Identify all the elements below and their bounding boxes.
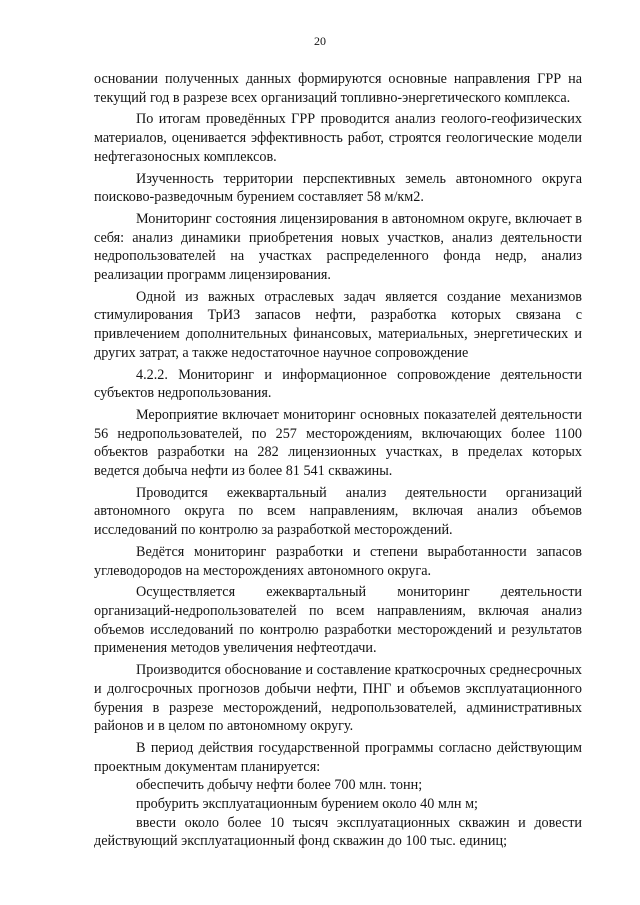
paragraph: Одной из важных отраслевых задач является создание механизмов стимулирования ТрИЗ запасов нефти, разработка которых связана с привлечением дополнительных финансовых, материальных, энергетических и других затрат, а также недостаточное научное сопровождение — [94, 288, 582, 361]
list-item: обеспечить добычу нефти более 700 млн. тонн; — [136, 777, 423, 794]
paragraph: Проводится ежеквартальный анализ деятельности организаций автономного округа по всем направлениям, включая анализ объемов исследований по контролю за разработкой месторождений. — [94, 484, 582, 539]
paragraph: Осуществляется ежеквартальный мониторинг деятельности организаций-недропользователей по всем направлениям, включая анализ объемов исследований по контролю разработки месторождений и результатов применения методов увеличения нефтеотдачи. — [94, 584, 582, 657]
paragraph: Ведётся мониторинг разработки и степени выработанности запасов углеводородов на месторождениях автономного округа. — [94, 543, 582, 579]
paragraph: ввести около более 10 тысяч эксплуатационных скважин и довести действующий эксплуатационный фонд скважин до 100 тыс. единиц; — [94, 814, 582, 850]
section-heading: 4.2.2. Мониторинг и информационное сопровождение деятельности субъектов недропользования. — [94, 366, 582, 402]
paragraph: По итогам проведённых ГРР проводится анализ геолого-геофизических материалов, оценивается эффективность работ, строятся геологические модели нефтегазоносных комплексов. — [94, 111, 582, 165]
paragraph: В период действия государственной программы согласно действующим проектным документам планируется: — [94, 739, 582, 775]
paragraph: Изученность территории перспективных земель автономного округа поисково-разведочным бурением составляет 58 м/км2. — [94, 170, 582, 206]
list-item: пробурить эксплуатационным бурением около 40 млн м; — [136, 796, 478, 813]
paragraph: Производится обоснование и составление краткосрочных среднесрочных и долгосрочных прогнозов добычи нефти, ПНГ и объемов эксплуатационного бурения в разрезе месторождений, недропользователей, административных районов и в целом по автономному округу. — [94, 662, 582, 735]
page-number: 20 — [314, 34, 326, 48]
paragraph: основании полученных данных формируются основные направления ГРР на текущий год в разрезе всех организаций топливно-энергетического комплекса. — [94, 71, 582, 106]
paragraph: Мероприятие включает мониторинг основных показателей деятельности 56 недропользователей, по 257 месторождениям, включающих более 1100 объектов разработки на 282 лицензионных участках, в пределах которых ведется добыча нефти из более 81 541 скважины. — [94, 406, 582, 480]
body-text — [94, 70, 582, 851]
paragraph: Мониторинг состояния лицензирования в автономном округе, включает в себя: анализ динамики приобретения новых участков, анализ деятельности недропользователей на участках распределенного фонда недр, анализ реализации программ лицензирования. — [94, 210, 582, 284]
